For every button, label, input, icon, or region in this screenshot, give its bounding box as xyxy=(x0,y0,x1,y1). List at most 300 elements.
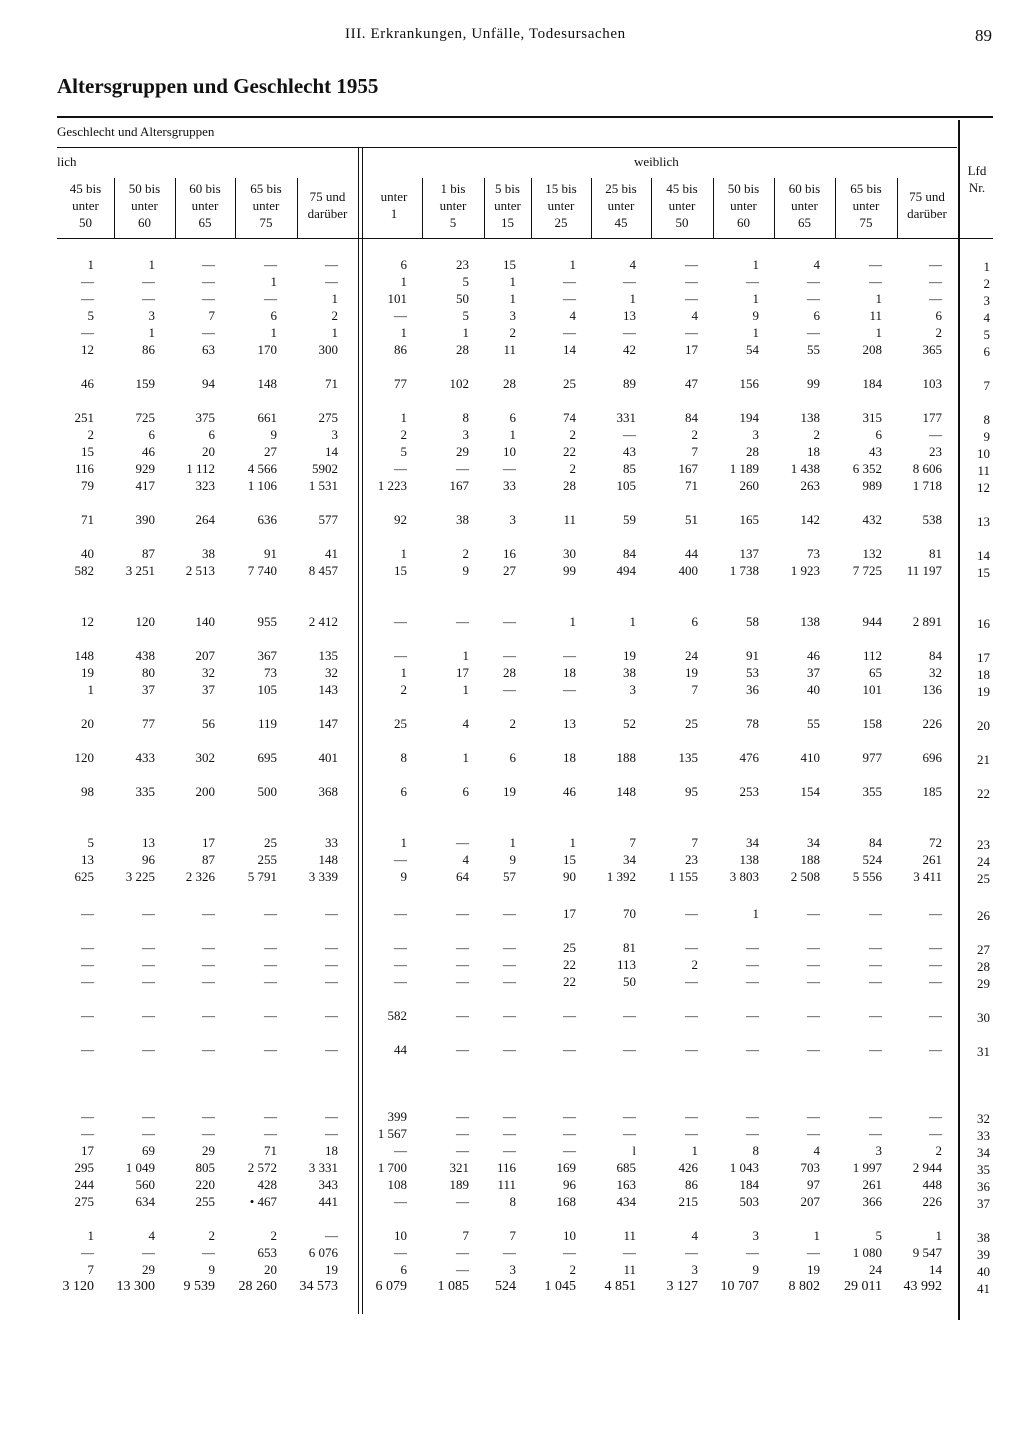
cell-female: 8 xyxy=(462,410,469,425)
cell-female: 366 xyxy=(862,1194,882,1209)
cell-male: 12 xyxy=(81,614,94,629)
cell-female: 72 xyxy=(929,835,942,850)
cell-male: 302 xyxy=(195,750,215,765)
cell-female: — xyxy=(685,1008,698,1023)
cell-female: 989 xyxy=(862,478,882,493)
cell-male: 929 xyxy=(135,461,155,476)
row-number: 34 xyxy=(977,1145,990,1160)
cell-female: — xyxy=(456,1126,469,1141)
cell-female: — xyxy=(456,957,469,972)
cell-female: — xyxy=(623,274,636,289)
cell-male: 1 xyxy=(148,325,155,340)
cell-female: 43 xyxy=(869,444,882,459)
cell-female: — xyxy=(394,906,407,921)
cell-male: 438 xyxy=(135,648,155,663)
cell-female: — xyxy=(503,648,516,663)
cell-male: 120 xyxy=(74,750,94,765)
cell-female: 5 xyxy=(462,308,469,323)
col-head-line: 45 bis xyxy=(69,181,102,196)
cell-female: — xyxy=(746,957,759,972)
cell-male: 264 xyxy=(195,512,215,527)
cell-male: 390 xyxy=(135,512,155,527)
cell-female: — xyxy=(685,274,698,289)
cell-female: 6 xyxy=(462,784,469,799)
col-head-line: 60 bis xyxy=(189,181,221,196)
cell-female: 1 xyxy=(400,410,407,425)
cell-female: 158 xyxy=(862,716,882,731)
cell-female: — xyxy=(563,1143,576,1158)
col-head-line: unter xyxy=(191,198,219,213)
cell-male: 275 xyxy=(74,1194,94,1209)
cell-female: — xyxy=(563,1042,576,1057)
cell-female: 6 xyxy=(875,427,882,442)
col-head-line: unter xyxy=(72,198,99,213)
cell-female: 11 xyxy=(503,342,516,357)
cell-male: 27 xyxy=(264,444,277,459)
row-number: 23 xyxy=(977,837,990,852)
row-number: 41 xyxy=(977,1281,990,1296)
cell-female: — xyxy=(394,957,407,972)
cell-female: 4 xyxy=(569,308,576,323)
cell-female: 177 xyxy=(922,410,942,425)
cell-female: 3 xyxy=(875,1143,882,1158)
cell-female: — xyxy=(456,906,469,921)
cell-female: 3 xyxy=(509,1262,516,1277)
section-title: III. Erkrankungen, Unfälle, Todesursachen xyxy=(345,26,626,42)
cell-male: — xyxy=(325,957,338,972)
row-number: 16 xyxy=(977,616,990,631)
cell-male: — xyxy=(202,1042,215,1057)
row-number: 2 xyxy=(983,276,990,291)
cell-female: 2 xyxy=(400,427,407,442)
lfd-label: Lfd xyxy=(967,163,987,178)
cell-female: 103 xyxy=(922,376,942,391)
cell-female: — xyxy=(746,274,759,289)
cell-female: 10 xyxy=(563,1228,576,1243)
cell-female: 34 xyxy=(746,835,759,850)
cell-male: — xyxy=(202,957,215,972)
cell-male: 661 xyxy=(257,410,277,425)
cell-female: 19 xyxy=(807,1262,820,1277)
cell-female: 28 xyxy=(503,665,516,680)
cell-female: 23 xyxy=(456,257,469,272)
cell-female: 1 xyxy=(752,257,759,272)
cell-female: — xyxy=(503,906,516,921)
cell-female: 19 xyxy=(623,648,636,663)
cell-male: — xyxy=(142,274,155,289)
cell-male: 3 xyxy=(331,427,338,442)
cell-male: 1 xyxy=(331,291,338,306)
cell-female: — xyxy=(503,1042,516,1057)
cell-female: 1 xyxy=(569,257,576,272)
cell-female: 64 xyxy=(456,869,469,884)
cell-female: — xyxy=(746,1126,759,1141)
cell-female: — xyxy=(807,974,820,989)
cell-female: 476 xyxy=(739,750,759,765)
cell-male: 433 xyxy=(135,750,155,765)
cell-male: 1 xyxy=(148,257,155,272)
cell-female: — xyxy=(746,1109,759,1124)
cell-female: 165 xyxy=(739,512,759,527)
cell-female: — xyxy=(929,291,942,306)
cell-female: 410 xyxy=(800,750,820,765)
cell-female: — xyxy=(623,325,636,340)
cell-female: 4 851 xyxy=(604,1279,636,1294)
cell-female: 116 xyxy=(496,1160,516,1175)
cell-male: 17 xyxy=(81,1143,94,1158)
cell-male: 69 xyxy=(142,1143,155,1158)
cell-male: 3 120 xyxy=(62,1279,94,1294)
cell-female: 448 xyxy=(922,1177,942,1192)
cell-female: 30 xyxy=(563,546,576,561)
male-col-head-5 xyxy=(297,180,358,246)
cell-female: 703 xyxy=(800,1160,820,1175)
cell-male: 120 xyxy=(135,614,155,629)
row-number: 31 xyxy=(977,1044,990,1059)
col-head-line: darüber xyxy=(907,206,947,221)
cell-female: 32 xyxy=(929,665,942,680)
col-head-line: 65 xyxy=(798,215,811,230)
cell-male: 368 xyxy=(318,784,338,799)
cell-male: 220 xyxy=(195,1177,215,1192)
female-col-head-7 xyxy=(713,180,774,238)
cell-female: 3 803 xyxy=(729,869,759,884)
cell-female: 4 xyxy=(691,308,698,323)
cell-male: 625 xyxy=(74,869,94,884)
cell-female: 188 xyxy=(616,750,636,765)
cell-female: 1 xyxy=(400,274,407,289)
cell-male: 1 xyxy=(331,325,338,340)
cell-male: 116 xyxy=(74,461,94,476)
cell-female: — xyxy=(394,940,407,955)
row-number: 20 xyxy=(977,718,990,733)
cell-female: 22 xyxy=(563,957,576,972)
cell-male: 1 531 xyxy=(308,478,338,493)
cell-female: 1 xyxy=(509,274,516,289)
cell-female: 17 xyxy=(685,342,698,357)
cell-female: 4 xyxy=(629,257,636,272)
col-head-line: unter xyxy=(668,198,696,213)
cell-male: 19 xyxy=(325,1262,338,1277)
cell-female: 1 xyxy=(752,906,759,921)
cell-female: 91 xyxy=(746,648,759,663)
cell-female: 101 xyxy=(387,291,407,306)
cell-female: 6 xyxy=(509,750,516,765)
cell-female: 24 xyxy=(685,648,698,663)
cell-male: 46 xyxy=(142,444,155,459)
cell-male: — xyxy=(81,1109,94,1124)
cell-female: 111 xyxy=(497,1177,516,1192)
male-label: lich xyxy=(57,154,77,169)
cell-female: — xyxy=(807,1245,820,1260)
col-head-line: 25 bis xyxy=(605,181,637,196)
cell-female: 81 xyxy=(623,940,636,955)
cell-female: 226 xyxy=(922,1194,942,1209)
cell-female: 102 xyxy=(449,376,469,391)
group-label: Geschlecht und Altersgruppen xyxy=(57,124,215,139)
cell-female: 8 xyxy=(509,1194,516,1209)
cell-female: 1 155 xyxy=(668,869,698,884)
cell-female: — xyxy=(746,1008,759,1023)
cell-female: 8 xyxy=(752,1143,759,1158)
cell-male: 695 xyxy=(257,750,277,765)
cell-female: 55 xyxy=(807,342,820,357)
cell-male: 2 xyxy=(87,427,94,442)
cell-female: 944 xyxy=(862,614,882,629)
col-head-line: 45 xyxy=(614,215,628,230)
cell-female: 105 xyxy=(616,478,636,493)
col-head-line: 45 bis xyxy=(666,181,698,196)
cell-male: — xyxy=(202,1109,215,1124)
cell-female: 2 944 xyxy=(912,1160,942,1175)
cell-female: 6 xyxy=(400,784,407,799)
cell-female: 89 xyxy=(623,376,636,391)
cell-male: 6 xyxy=(208,427,215,442)
cell-female: 36 xyxy=(746,682,759,697)
cell-female: 207 xyxy=(800,1194,820,1209)
cell-female: 70 xyxy=(623,906,636,921)
cell-female: — xyxy=(685,325,698,340)
cell-female: — xyxy=(503,682,516,697)
cell-female: — xyxy=(623,1109,636,1124)
cell-female: 17 xyxy=(563,906,576,921)
cell-male: — xyxy=(81,1008,94,1023)
cell-male: — xyxy=(202,1245,215,1260)
group-divider-rule xyxy=(57,147,957,148)
cell-female: 3 xyxy=(629,682,636,697)
cell-male: 1 xyxy=(87,1228,94,1243)
cell-male: 96 xyxy=(142,852,155,867)
cell-female: 86 xyxy=(394,342,407,357)
cell-female: — xyxy=(456,1008,469,1023)
cell-female: 7 xyxy=(629,835,636,850)
cell-female: — xyxy=(503,1126,516,1141)
cell-male: 441 xyxy=(318,1194,338,1209)
cell-male: — xyxy=(142,906,155,921)
cell-female: 23 xyxy=(685,852,698,867)
running-head xyxy=(0,26,1024,48)
cell-male: 91 xyxy=(264,546,277,561)
row-number: 14 xyxy=(977,548,990,563)
cell-female: 2 xyxy=(569,1262,576,1277)
cell-male: — xyxy=(325,1042,338,1057)
col-head-line: 65 bis xyxy=(250,181,282,196)
cell-female: 3 127 xyxy=(666,1279,698,1294)
cell-male: 1 xyxy=(270,325,277,340)
cell-male: — xyxy=(81,974,94,989)
cell-male: — xyxy=(81,940,94,955)
row-number: 15 xyxy=(977,565,990,580)
male-col-head-3 xyxy=(175,180,235,238)
cell-male: 417 xyxy=(135,478,155,493)
cell-male: 582 xyxy=(74,563,94,578)
cell-male: 255 xyxy=(195,1194,215,1209)
cell-female: 101 xyxy=(862,682,882,697)
cell-male: 1 xyxy=(270,274,277,289)
row-number: 11 xyxy=(977,463,990,478)
cell-female: 1 xyxy=(400,546,407,561)
cell-female: 46 xyxy=(807,648,820,663)
row-number: 30 xyxy=(977,1010,990,1025)
row-number: 7 xyxy=(983,378,990,393)
row-number: 8 xyxy=(983,412,990,427)
cell-male: — xyxy=(142,1008,155,1023)
row-number: 4 xyxy=(983,310,990,325)
cell-male: 4 566 xyxy=(247,461,277,476)
cell-female: 8 xyxy=(400,750,407,765)
cell-female: — xyxy=(685,1126,698,1141)
cell-female: — xyxy=(746,1042,759,1057)
cell-female: 19 xyxy=(685,665,698,680)
cell-female: 524 xyxy=(495,1279,516,1294)
cell-female: 18 xyxy=(807,444,820,459)
cell-female: 108 xyxy=(387,1177,407,1192)
cell-female: 40 xyxy=(807,682,820,697)
cell-female: 14 xyxy=(929,1262,942,1277)
cell-female: 54 xyxy=(746,342,759,357)
cell-male: 2 326 xyxy=(185,869,215,884)
cell-male: 335 xyxy=(135,784,155,799)
cell-female: 112 xyxy=(862,648,882,663)
cell-female: 96 xyxy=(563,1177,576,1192)
cell-male: 3 331 xyxy=(308,1160,338,1175)
cell-female: — xyxy=(563,274,576,289)
cell-female: 184 xyxy=(739,1177,759,1192)
row-number: 19 xyxy=(977,684,990,699)
cell-female: 135 xyxy=(678,750,698,765)
cell-female: 55 xyxy=(807,716,820,731)
cell-female: l xyxy=(632,1143,636,1158)
col-head-line: unter xyxy=(791,198,818,213)
col-head-line: 50 xyxy=(675,215,689,230)
cell-male: 71 xyxy=(264,1143,277,1158)
cell-male: 255 xyxy=(257,852,277,867)
cell-female: — xyxy=(563,325,576,340)
cell-female: 10 xyxy=(503,444,516,459)
cell-male: 2 412 xyxy=(308,614,338,629)
cell-female: 23 xyxy=(929,444,942,459)
cell-male: 200 xyxy=(195,784,215,799)
cell-female: 5 xyxy=(462,274,469,289)
female-col-head-8 xyxy=(774,180,835,238)
cell-female: — xyxy=(563,648,576,663)
cell-female: 142 xyxy=(800,512,820,527)
cell-female: — xyxy=(869,1109,882,1124)
cell-female: — xyxy=(623,427,636,442)
cell-male: 2 513 xyxy=(185,563,215,578)
row-number: 21 xyxy=(977,752,990,767)
cell-female: 154 xyxy=(800,784,820,799)
cell-female: — xyxy=(869,957,882,972)
cell-female: 261 xyxy=(922,852,942,867)
cell-male: 29 xyxy=(142,1262,155,1277)
cell-female: 15 xyxy=(563,852,576,867)
col-head-line: 1 bis xyxy=(440,181,466,196)
cell-female: 90 xyxy=(563,869,576,884)
cell-female: 47 xyxy=(685,376,698,391)
header-bottom-rule xyxy=(57,238,993,239)
cell-female: 138 xyxy=(800,614,820,629)
cell-female: 1 xyxy=(875,291,882,306)
cell-female: 28 xyxy=(746,444,759,459)
cell-female: 260 xyxy=(739,478,759,493)
cell-female: — xyxy=(563,1008,576,1023)
cell-male: 32 xyxy=(325,665,338,680)
row-number: 9 xyxy=(983,429,990,444)
cell-female: 2 xyxy=(509,716,516,731)
row-number: 13 xyxy=(977,514,990,529)
cell-male: 34 573 xyxy=(299,1279,338,1294)
cell-male: 500 xyxy=(257,784,277,799)
cell-male: 9 539 xyxy=(183,1279,215,1294)
cell-female: 1 738 xyxy=(729,563,759,578)
row-number: 37 xyxy=(977,1196,990,1211)
cell-male: 634 xyxy=(135,1194,155,1209)
cell-female: — xyxy=(929,1109,942,1124)
cell-female: 25 xyxy=(394,716,407,731)
cell-female: 38 xyxy=(623,665,636,680)
female-col-head-4 xyxy=(531,180,591,238)
cell-female: 696 xyxy=(922,750,942,765)
cell-female: 331 xyxy=(616,410,636,425)
cell-male: — xyxy=(264,1042,277,1057)
cell-female: — xyxy=(503,940,516,955)
cell-female: 1 xyxy=(629,291,636,306)
cell-female: 18 xyxy=(563,750,576,765)
cell-male: — xyxy=(142,1126,155,1141)
cell-female: 2 xyxy=(935,1143,942,1158)
cell-female: 138 xyxy=(739,852,759,867)
cell-male: 428 xyxy=(257,1177,277,1192)
cell-female: — xyxy=(503,1143,516,1158)
cell-female: 77 xyxy=(394,376,407,391)
cell-male: 33 xyxy=(325,835,338,850)
cell-male: 105 xyxy=(257,682,277,697)
cell-female: 43 xyxy=(623,444,636,459)
cell-female: 46 xyxy=(563,784,576,799)
table-title: Altersgruppen und Geschlecht 1955 xyxy=(57,74,379,98)
cell-male: 1 106 xyxy=(247,478,277,493)
cell-female: 9 xyxy=(752,308,759,323)
cell-female: 1 xyxy=(629,614,636,629)
cell-female: — xyxy=(685,1042,698,1057)
cell-female: 5 556 xyxy=(852,869,882,884)
cell-female: 95 xyxy=(685,784,698,799)
cell-male: 251 xyxy=(74,410,94,425)
cell-female: — xyxy=(456,974,469,989)
cell-female: 6 079 xyxy=(375,1279,407,1294)
cell-female: 8 802 xyxy=(788,1279,820,1294)
row-number: 28 xyxy=(977,959,990,974)
cell-male: 15 xyxy=(81,444,94,459)
cell-female: 1 xyxy=(462,648,469,663)
cell-female: 1 xyxy=(509,835,516,850)
cell-male: 71 xyxy=(325,376,338,391)
cell-female: — xyxy=(685,974,698,989)
cell-female: 188 xyxy=(800,852,820,867)
cell-male: 2 572 xyxy=(247,1160,277,1175)
cell-female: 11 xyxy=(869,308,882,323)
cell-female: 6 xyxy=(400,1262,407,1277)
cell-female: — xyxy=(746,1245,759,1260)
cell-male: 3 251 xyxy=(125,563,155,578)
cell-male: — xyxy=(81,1245,94,1260)
cell-female: 6 352 xyxy=(852,461,882,476)
cell-female: 163 xyxy=(616,1177,636,1192)
cell-female: — xyxy=(869,974,882,989)
cell-female: — xyxy=(929,940,942,955)
cell-female: 2 xyxy=(462,546,469,561)
